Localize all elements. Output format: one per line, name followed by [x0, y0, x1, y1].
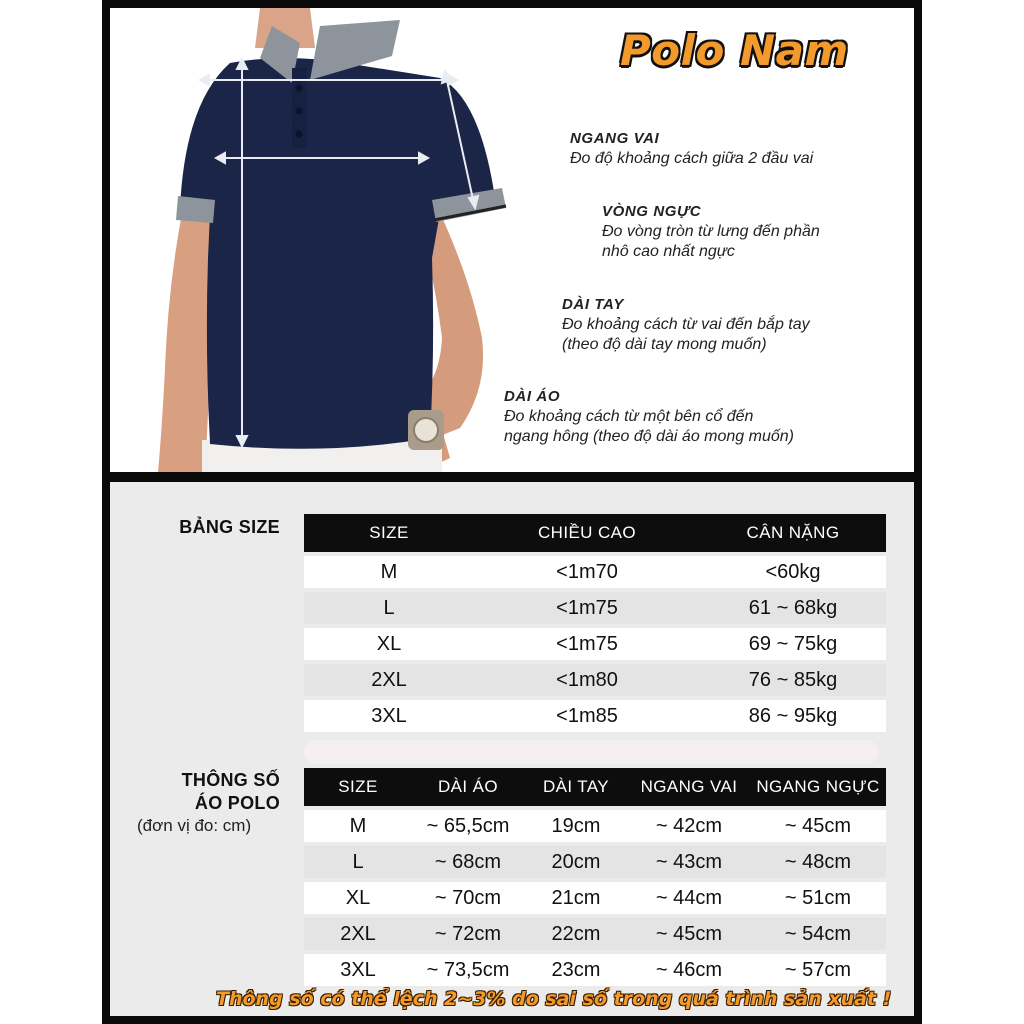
- sleeve-cell: 21cm: [551, 886, 601, 909]
- measure-length-desc-line2: ngang hông (theo độ dài áo mong muốn): [504, 428, 794, 445]
- spec-header-size: SIZE: [338, 777, 378, 796]
- measure-sleeve-desc-line1: Đo khoảng cách từ vai đến bắp tay: [562, 316, 810, 333]
- measurement-guide-panel: [110, 8, 914, 472]
- table-row: [304, 664, 886, 696]
- size-table-label: BẢNG SIZE: [179, 517, 280, 537]
- measure-chest-title: VÒNG NGỰC: [602, 203, 702, 220]
- measure-length-desc-line1: Đo khoảng cách từ một bên cổ đến: [504, 408, 754, 425]
- chest-cell: ~ 48cm: [784, 850, 852, 873]
- size-cell: M: [380, 560, 398, 583]
- size-table-header-weight: CÂN NẶNG: [746, 523, 840, 542]
- weight-cell: 69 ~ 75kg: [748, 632, 838, 655]
- sleeve-cell: 19cm: [551, 814, 601, 837]
- table-row: [304, 846, 886, 878]
- table-row: [304, 918, 886, 950]
- table-row: [304, 628, 886, 660]
- size-cell: 2XL: [340, 922, 376, 945]
- size-cell: 2XL: [371, 668, 407, 691]
- shoulder-cell: ~ 43cm: [655, 850, 723, 873]
- table-row: [304, 954, 886, 986]
- measure-shoulder-title: NGANG VAI: [570, 130, 660, 147]
- spec-header-shoulder: NGANG VAI: [640, 777, 738, 796]
- tolerance-note: Thông số có thể lệch 2~3% do sai số trong quá trình sản xuất !: [216, 988, 892, 1010]
- table-row: [304, 882, 886, 914]
- divider-strip: [304, 740, 878, 764]
- size-table: [304, 514, 886, 732]
- height-cell: <1m75: [556, 596, 618, 619]
- spec-table-label-line1: THÔNG SỐ: [181, 770, 280, 790]
- sleeve-cell: 23cm: [551, 958, 601, 981]
- sleeve-cell: 22cm: [551, 922, 601, 945]
- size-cell: L: [352, 850, 364, 873]
- size-cell: L: [383, 596, 395, 619]
- table-row: [304, 592, 886, 624]
- shoulder-cell: ~ 42cm: [655, 814, 723, 837]
- measure-length: [504, 388, 794, 447]
- table-row: [304, 810, 886, 842]
- weight-cell: <60kg: [765, 560, 821, 583]
- product-title: Polo Nam: [620, 26, 849, 75]
- chest-cell: ~ 54cm: [784, 922, 852, 945]
- length-cell: ~ 70cm: [434, 886, 502, 909]
- size-cell: XL: [376, 632, 402, 655]
- shoulder-cell: ~ 44cm: [655, 886, 723, 909]
- weight-cell: 76 ~ 85kg: [748, 668, 838, 691]
- weight-cell: 61 ~ 68kg: [748, 596, 838, 619]
- sleeve-cell: 20cm: [551, 850, 601, 873]
- size-cell: XL: [345, 886, 371, 909]
- measure-length-title: DÀI ÁO: [504, 388, 561, 405]
- size-table-header-size: SIZE: [369, 523, 409, 542]
- measure-sleeve-desc-line2: (theo độ dài tay mong muốn): [562, 336, 767, 353]
- shoulder-cell: ~ 45cm: [655, 922, 723, 945]
- spec-header-chest: NGANG NGỰC: [756, 777, 880, 796]
- measure-sleeve: [562, 296, 810, 355]
- spec-header-sleeve: DÀI TAY: [542, 777, 610, 796]
- left-sleeve-cuff: [176, 196, 215, 223]
- spec-table-label-line2: ÁO POLO: [194, 793, 280, 813]
- spec-header-length: DÀI ÁO: [437, 777, 499, 796]
- measure-shoulder-desc: Đo độ khoảng cách giữa 2 đầu vai: [570, 150, 814, 167]
- height-cell: <1m85: [556, 704, 618, 727]
- shoulder-cell: ~ 46cm: [655, 958, 723, 981]
- length-cell: ~ 73,5cm: [426, 958, 510, 981]
- size-table-header: [304, 514, 886, 552]
- height-cell: <1m70: [556, 560, 618, 583]
- size-table-header-height: CHIỀU CAO: [537, 523, 637, 542]
- table-row: [304, 556, 886, 588]
- height-cell: <1m80: [556, 668, 618, 691]
- spec-table-unit: (đơn vị đo: cm): [137, 816, 252, 835]
- table-row: [304, 700, 886, 732]
- spec-table: [304, 768, 886, 986]
- length-cell: ~ 65,5cm: [426, 814, 510, 837]
- length-cell: ~ 68cm: [434, 850, 502, 873]
- chest-cell: ~ 45cm: [784, 814, 852, 837]
- measure-chest: [602, 203, 820, 262]
- measure-chest-desc-line2: nhô cao nhất ngực: [602, 243, 735, 260]
- measure-sleeve-title: DÀI TAY: [562, 296, 624, 313]
- size-cell: M: [349, 814, 367, 837]
- length-cell: ~ 72cm: [434, 922, 502, 945]
- height-cell: <1m75: [556, 632, 618, 655]
- model-wearing-polo-illustration: [110, 8, 530, 472]
- weight-cell: 86 ~ 95kg: [748, 704, 838, 727]
- spec-table-header: [304, 768, 886, 806]
- size-cell: 3XL: [371, 704, 407, 727]
- size-cell: 3XL: [340, 958, 376, 981]
- measure-chest-desc-line1: Đo vòng tròn từ lưng đến phần: [602, 223, 820, 240]
- measure-shoulder: [570, 130, 813, 169]
- chest-cell: ~ 57cm: [784, 958, 852, 981]
- chest-cell: ~ 51cm: [784, 886, 852, 909]
